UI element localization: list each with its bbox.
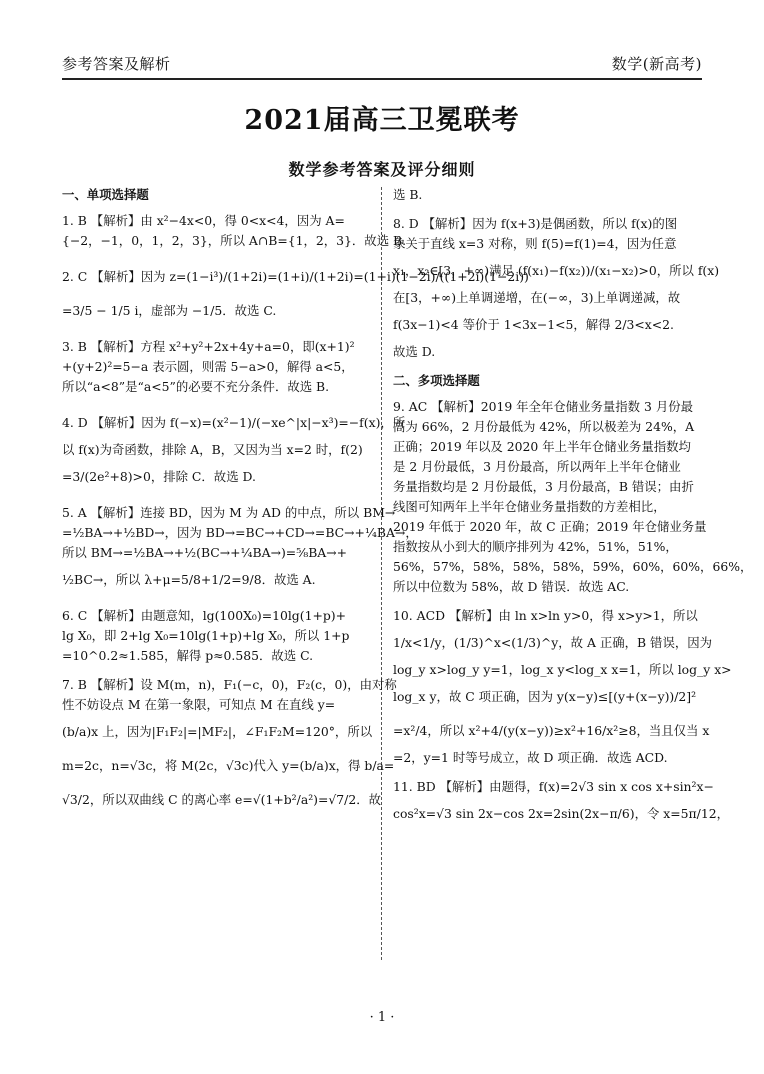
item-line: {−2，−1，0，1，2，3}，所以 A∩B={1，2，3}．故选 B. [62, 233, 407, 248]
continuation-text [393, 185, 705, 205]
item-line: +(y+2)²=5−a 表示圆，则需 5−a>0，解得 a<5， [62, 359, 354, 374]
answer-item [62, 606, 374, 666]
item-line: log_y x>log_y y=1，log_x y<log_x x=1，所以 log_y x> [393, 662, 732, 677]
answer-item [62, 406, 406, 494]
header-right: 数学(新高考) [611, 55, 702, 73]
item-line: lg X₀，即 2+lg X₀=10lg(1+p)+lg X₀，所以 1+p [62, 628, 350, 643]
item-line: 高为 66%，2 月份最低为 42%，所以极差为 24%，A [393, 419, 695, 434]
item-line: 线图可知两年上半年仓储业务量指数的方差相比， [393, 499, 666, 514]
item-line: =½BA→+½BD→，因为 BD→=BC→+CD→=BC→+¼BA→， [62, 525, 418, 540]
item-line: 9. AC 【解析】2019 年全年仓储业务量指数 3 月份最 [393, 399, 694, 414]
item-line: 故选 D. [393, 344, 436, 359]
item-line: 所以“a<8”是“a<5”的必要不充分条件．故选 B. [62, 379, 330, 394]
item-line: =10^0.2≈1.585，解得 p≈0.585．故选 C. [62, 648, 314, 663]
item-line: 10. ACD 【解析】由 ln x>ln y>0，得 x>y>1，所以 [393, 608, 698, 623]
page-number: · 1 · [369, 1010, 395, 1025]
item-line: cos²x=√3 sin 2x−cos 2x=2sin(2x−π/6)，令 x=5π/12， [393, 806, 730, 821]
item-line: 11. BD 【解析】由题得，f(x)=2√3 sin x cos x+sin²x− [393, 779, 714, 794]
answer-item [62, 211, 407, 251]
item-line: 性不妨设点 M 在第一象限，可知点 M 在直线 y= [62, 697, 336, 712]
item-line: ½BC→，所以 λ+μ=5/8+1/2=9/8．故选 A. [62, 572, 316, 587]
item-line: 6. C 【解析】由题意知，lg(100X₀)=10lg(1+p)+ [62, 608, 346, 623]
item-line: =2，y=1 时等号成立，故 D 项正确．故选 ACD. [393, 750, 668, 765]
item-line: 1. B 【解析】由 x²−4x<0，得 0<x<4，因为 A= [62, 213, 345, 228]
item-line: 7. B 【解析】设 M(m，n)，F₁(−c，0)，F₂(c，0)，由对称 [62, 677, 397, 692]
answer-item [393, 777, 730, 831]
item-line: 3. B 【解析】方程 x²+y²+2x+4y+a=0，即(x+1)² [62, 339, 355, 354]
section-heading-multiple-choice: 二、多项选择题 [393, 373, 480, 388]
item-line: =3/5 − 1/5 i，虚部为 −1/5．故选 C. [62, 303, 277, 318]
answer-item [393, 214, 720, 362]
item-line: log_x y，故 C 项正确，因为 y(x−y)≤[(y+(x−y))/2]² [393, 689, 697, 704]
item-line: 务量指数均是 2 月份最低，3 月份最高，B 错误；由折 [393, 479, 694, 494]
item-line: 在[3，+∞)上单调递增，在(−∞，3)上单调递减，故 [393, 290, 681, 305]
item-line: (b/a)x 上，因为|F₁F₂|=|MF₂|，∠F₁F₂M=120°，所以 [62, 724, 373, 739]
item-line: 56%，57%，58%，58%，58%，59%，60%，60%，66%， [393, 559, 753, 574]
answer-item [62, 260, 529, 328]
answer-item [62, 337, 374, 397]
answer-item [62, 503, 418, 597]
document-title: 2021届高三卫冕联考 [244, 105, 520, 136]
item-line: =x²/4，所以 x²+4/(y(x−y))≥x²+16/x²≥8，当且仅当 x [393, 723, 710, 738]
document-subtitle: 数学参考答案及评分细则 [288, 160, 476, 179]
item-line: √3/2，所以双曲线 C 的离心率 e=√(1+b²/a²)=√7/2．故 [62, 792, 382, 807]
section-heading-single-choice: 一、单项选择题 [62, 187, 149, 202]
item-line: x₁，x₂∈[3，+∞)满足 (f(x₁)−f(x₂))/(x₁−x₂)>0，所以 f(x) [393, 263, 720, 278]
item-line: 指数按从小到大的顺序排列为 42%，51%，51%， [393, 539, 678, 554]
item-line: f(3x−1)<4 等价于 1<3x−1<5，解得 2/3<x<2. [393, 317, 674, 332]
item-line: 是 2 月份最低，3 月份最高，所以两年上半年仓储业 [393, 459, 681, 474]
item-line: 选 B. [393, 187, 423, 202]
item-line: 所以 BM→=½BA→+½(BC→+¼BA→)=⅝BA→+ [62, 545, 348, 560]
item-line: 1/x<1/y，(1/3)^x<(1/3)^y，故 A 正确，B 错误，因为 [393, 635, 713, 650]
answer-item [393, 606, 732, 768]
page-header [62, 46, 702, 80]
item-line: 8. D 【解析】因为 f(x+3)是偶函数，所以 f(x)的图 [393, 216, 678, 231]
item-line: m=2c，n=√3c，将 M(2c，√3c)代入 y=(b/a)x，得 b/a= [62, 758, 395, 773]
item-line: 象关于直线 x=3 对称，则 f(5)=f(1)=4，因为任意 [393, 236, 677, 251]
column-divider [381, 187, 382, 960]
item-line: 5. A 【解析】连接 BD，因为 M 为 AD 的中点，所以 BM→ [62, 505, 396, 520]
item-line: 以 f(x)为奇函数，排除 A，B，又因为当 x=2 时，f(2) [62, 442, 363, 457]
header-left: 参考答案及解析 [62, 55, 171, 73]
right-answer-list-b [393, 397, 753, 831]
item-line: 正确；2019 年以及 2020 年上半年仓储业务量指数均 [393, 439, 691, 454]
item-line: 2. C 【解析】因为 z=(1−i³)/(1+2i)=(1+i)/(1+2i)=(1+i)(1−2i)/((1+2i)(1−2i)) [62, 269, 529, 284]
item-line: 所以中位数为 58%，故 D 错误．故选 AC. [393, 579, 630, 594]
right-column [393, 185, 753, 840]
item-line: 2019 年低于 2020 年，故 C 正确；2019 年仓储业务量 [393, 519, 707, 534]
right-answer-list-a [393, 214, 720, 362]
answer-item [62, 675, 397, 817]
answer-item [393, 397, 753, 597]
item-line: 4. D 【解析】因为 f(−x)=(x²−1)/(−xe^|x|−x³)=−f(x)，所 [62, 415, 406, 430]
item-line: =3/(2e²+8)>0，排除 C．故选 D. [62, 469, 256, 484]
